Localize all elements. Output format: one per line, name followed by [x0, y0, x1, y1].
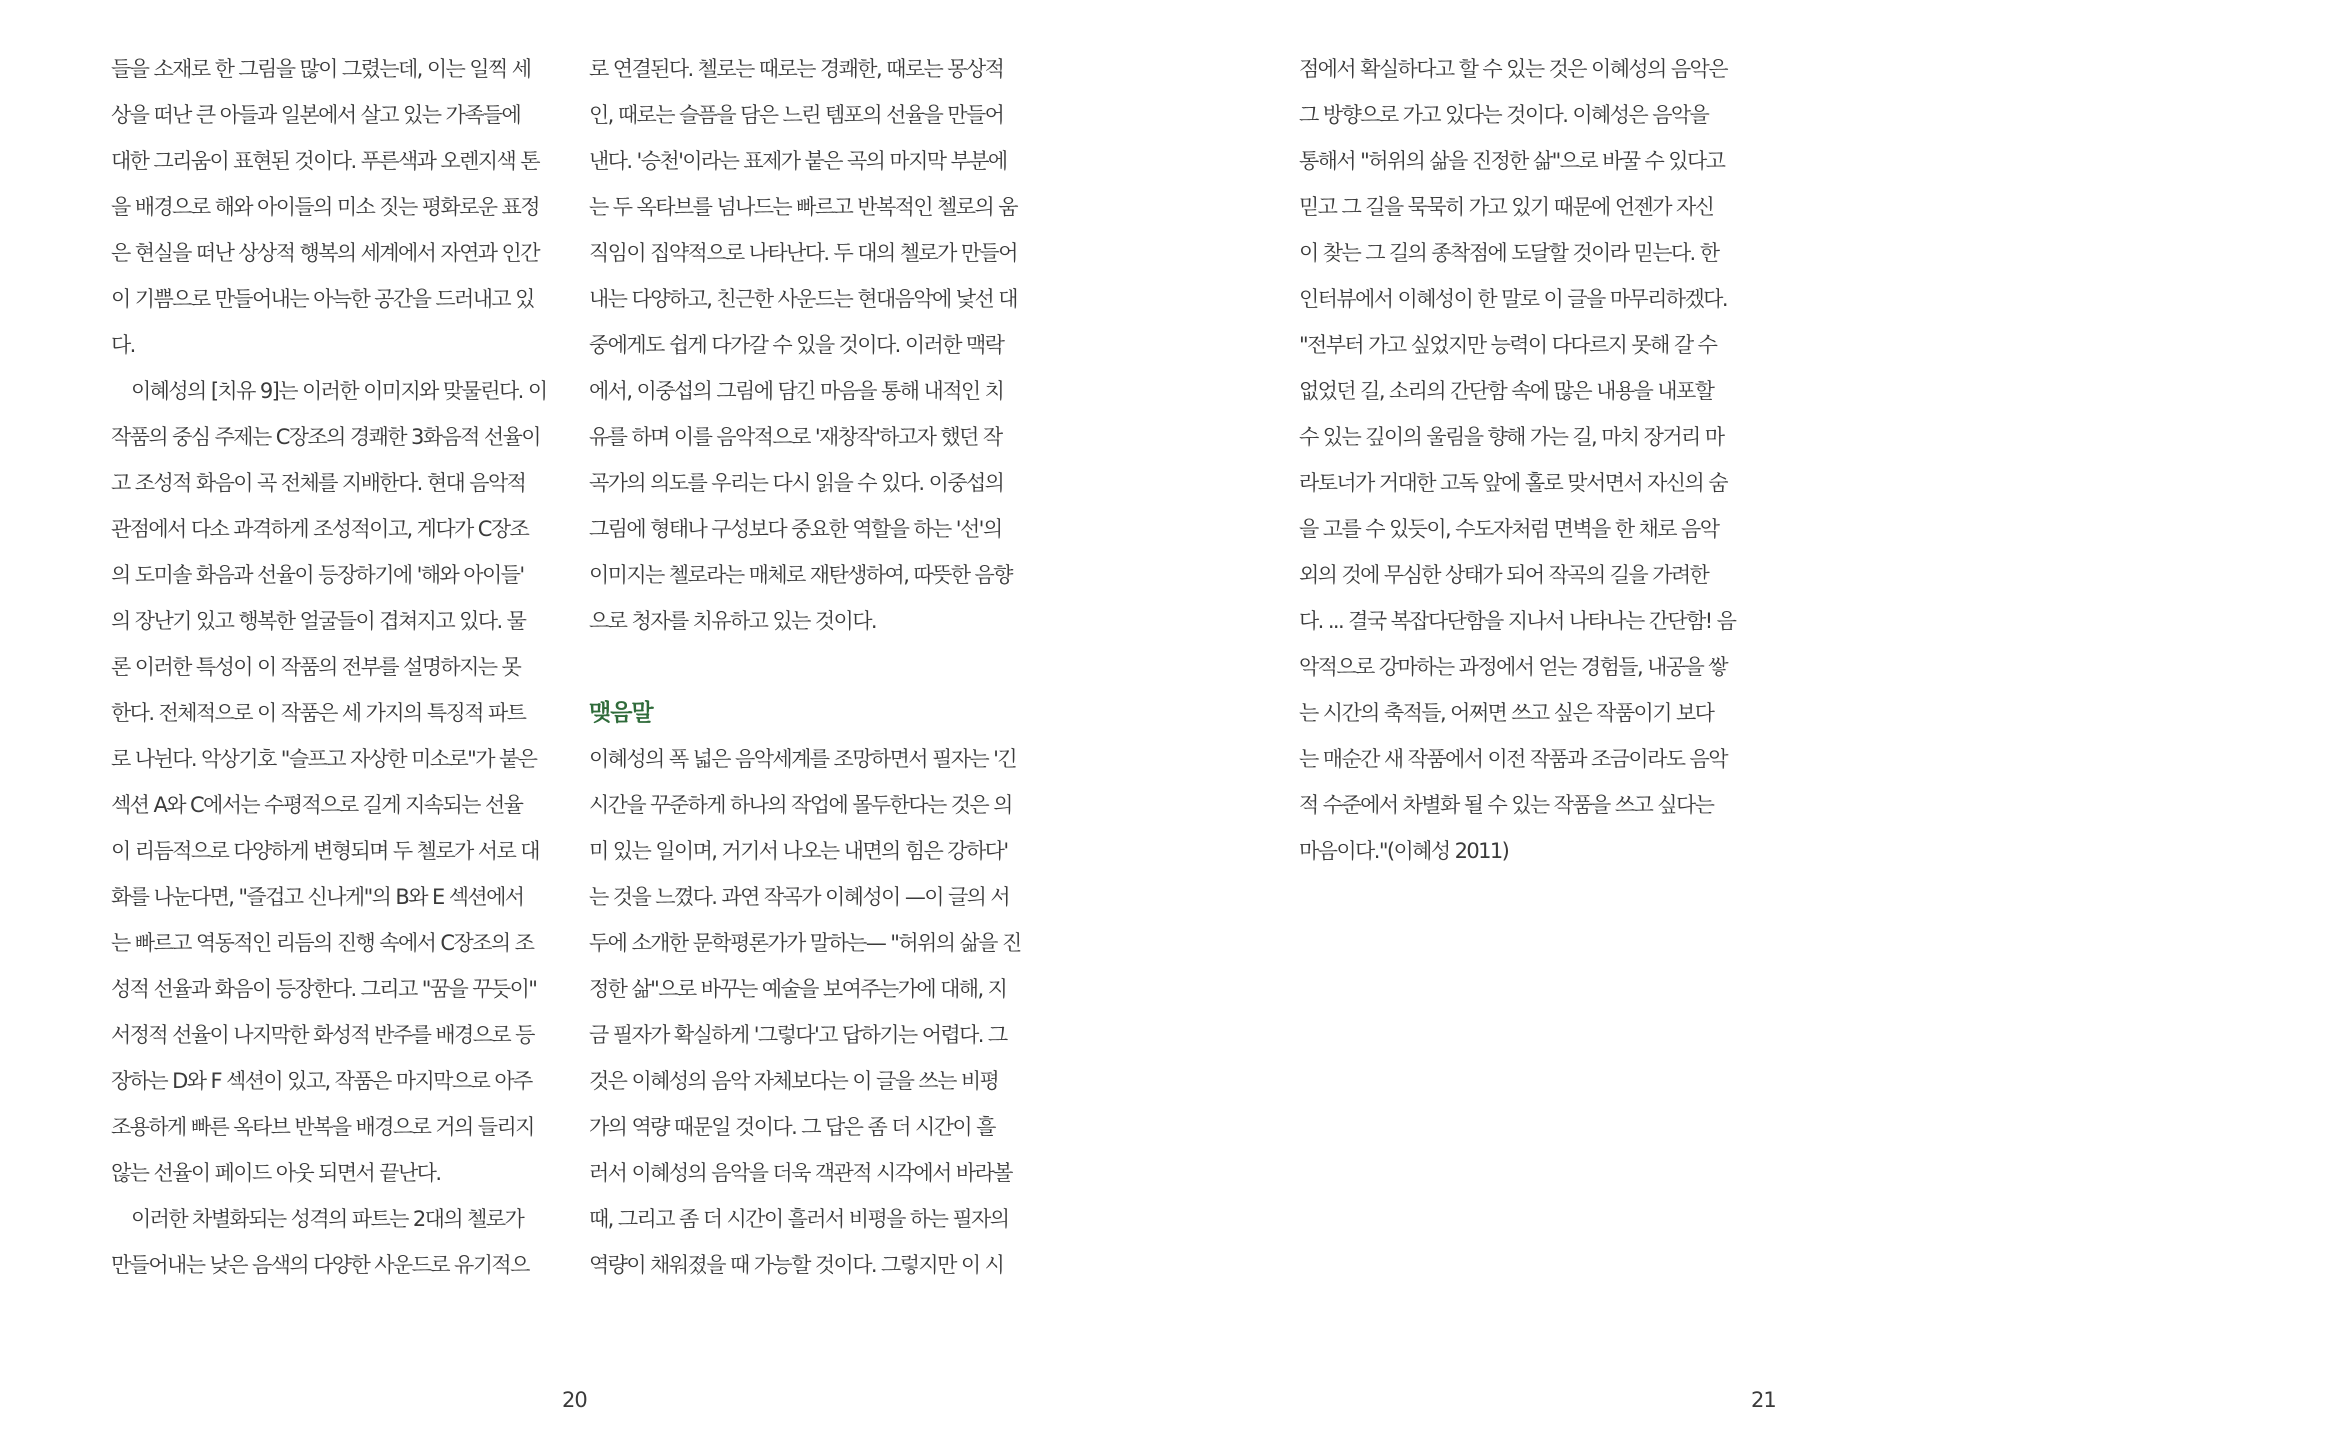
- text-line: 이혜성의 [치유 9]는 이러한 이미지와 맞물린다. 이: [131, 379, 547, 403]
- text-line: 장하는 D와 F 섹션이 있고, 작품은 마지막으로 아주: [111, 1069, 532, 1093]
- text-line: 로 연결된다. 첼로는 때로는 경쾌한, 때로는 몽상적: [589, 57, 1004, 81]
- text-line: 의 도미솔 화음과 선율이 등장하기에 '해와 아이들': [111, 563, 524, 587]
- text-line: 이미지는 첼로라는 매체로 재탄생하여, 따뜻한 음향: [589, 563, 1012, 587]
- text-line: 상을 떠난 큰 아들과 일본에서 살고 있는 가족들에: [111, 103, 521, 127]
- right-page-column: [1299, 46, 1749, 874]
- text-line: 없었던 길, 소리의 간단함 속에 많은 내용을 내포할: [1299, 379, 1714, 403]
- text-line: 들을 소재로 한 그림을 많이 그렸는데, 이는 일찍 세: [111, 57, 531, 81]
- text-line: 때, 그리고 좀 더 시간이 흘러서 비평을 하는 필자의: [589, 1207, 1009, 1231]
- text-line: 을 배경으로 해와 아이들의 미소 짓는 평화로운 표정: [111, 195, 539, 219]
- text-line: 직임이 집약적으로 나타난다. 두 대의 첼로가 만들어: [589, 241, 1017, 265]
- text-line: 는 매순간 새 작품에서 이전 작품과 조금이라도 음악: [1299, 747, 1727, 771]
- text-line: 내는 다양하고, 친근한 사운드는 현대음악에 낯선 대: [589, 287, 1017, 311]
- text-line: 론 이러한 특성이 이 작품의 전부를 설명하지는 못: [111, 655, 521, 679]
- text-line: 섹션 A와 C에서는 수평적으로 길게 지속되는 선율: [111, 793, 523, 817]
- text-line: 금 필자가 확실하게 '그렇다'고 답하기는 어렵다. 그: [589, 1023, 1007, 1047]
- text-line: 낸다. '승천'이라는 표제가 붙은 곡의 마지막 부분에: [589, 149, 1007, 173]
- text-line: 가의 역량 때문일 것이다. 그 답은 좀 더 시간이 흘: [589, 1115, 995, 1139]
- text-line: 라토너가 거대한 고독 앞에 홀로 맞서면서 자신의 숨: [1299, 471, 1727, 495]
- text-line: 곡가의 의도를 우리는 다시 읽을 수 있다. 이중섭의: [589, 471, 1004, 495]
- text-line: 것은 이혜성의 음악 자체보다는 이 글을 쓰는 비평: [589, 1069, 999, 1093]
- text-line: 한다. 전체적으로 이 작품은 세 가지의 특징적 파트: [111, 701, 526, 725]
- text-line: 마음이다."(이혜성 2011): [1299, 839, 1509, 863]
- text-line: 는 빠르고 역동적인 리듬의 진행 속에서 C장조의 조: [111, 931, 534, 955]
- left-page-column-2: [589, 46, 1039, 1288]
- text-line: 시간을 꾸준하게 하나의 작업에 몰두한다는 것은 의: [589, 793, 1012, 817]
- text-line: 성적 선율과 화음이 등장한다. 그리고 "꿈을 꾸듯이": [111, 977, 537, 1001]
- text-line: 미 있는 일이며, 거기서 나오는 내면의 힘은 강하다': [589, 839, 1008, 863]
- text-line: 역량이 채워졌을 때 가능할 것이다. 그렇지만 이 시: [589, 1253, 1004, 1277]
- text-line: 적 수준에서 차별화 될 수 있는 작품을 쓰고 싶다는: [1299, 793, 1714, 817]
- text-line: 그림에 형태나 구성보다 중요한 역할을 하는 '선'의: [589, 517, 1002, 541]
- text-line: 않는 선율이 페이드 아웃 되면서 끝난다.: [111, 1161, 441, 1185]
- text-line: 이러한 차별화되는 성격의 파트는 2대의 첼로가: [131, 1207, 524, 1231]
- text-line: 인, 때로는 슬픔을 담은 느린 템포의 선율을 만들어: [589, 103, 1004, 127]
- text-line: 이 기쁨으로 만들어내는 아늑한 공간을 드러내고 있: [111, 287, 534, 311]
- text-line: 이 리듬적으로 다양하게 변형되며 두 첼로가 서로 대: [111, 839, 539, 863]
- text-line: 으로 청자를 치유하고 있는 것이다.: [589, 609, 876, 633]
- text-line: 믿고 그 길을 묵묵히 가고 있기 때문에 언젠가 자신: [1299, 195, 1714, 219]
- text-line: 이혜성의 폭 넓은 음악세계를 조망하면서 필자는 '긴: [589, 747, 1017, 771]
- section-heading: 맺음말: [589, 700, 653, 726]
- page-number-left: 20: [562, 1388, 587, 1412]
- text-line: 정한 삶"으로 바꾸는 예술을 보여주는가에 대해, 지: [589, 977, 1007, 1001]
- text-line: 관점에서 다소 과격하게 조성적이고, 게다가 C장조: [111, 517, 529, 541]
- text-line: 는 시간의 축적들, 어쩌면 쓰고 싶은 작품이기 보다: [1299, 701, 1714, 725]
- text-line: 그 방향으로 가고 있다는 것이다. 이혜성은 음악을: [1299, 103, 1709, 127]
- text-line: 는 두 옥타브를 넘나드는 빠르고 반복적인 첼로의 움: [589, 195, 1017, 219]
- text-line: 두에 소개한 문학평론가가 말하는— "허위의 삶을 진: [589, 931, 1021, 955]
- text-line: 의 장난기 있고 행복한 얼굴들이 겹쳐지고 있다. 물: [111, 609, 526, 633]
- text-line: 작품의 중심 주제는 C장조의 경쾌한 3화음적 선율이: [111, 425, 540, 449]
- text-line: 만들어내는 낮은 음색의 다양한 사운드로 유기적으: [111, 1253, 529, 1277]
- text-line: 러서 이혜성의 음악을 더욱 객관적 시각에서 바라볼: [589, 1161, 1012, 1185]
- text-line: "전부터 가고 싶었지만 능력이 다다르지 못해 갈 수: [1299, 333, 1717, 357]
- text-line: 점에서 확실하다고 할 수 있는 것은 이혜성의 음악은: [1299, 57, 1727, 81]
- text-line: 유를 하며 이를 음악적으로 '재창작'하고자 했던 작: [589, 425, 1002, 449]
- text-line: 이 찾는 그 길의 종착점에 도달할 것이라 믿는다. 한: [1299, 241, 1719, 265]
- text-line: 서정적 선율이 나지막한 화성적 반주를 배경으로 등: [111, 1023, 534, 1047]
- text-line: 인터뷰에서 이혜성이 한 말로 이 글을 마무리하겠다.: [1299, 287, 1727, 311]
- text-line: 통해서 "허위의 삶을 진정한 삶"으로 바꿀 수 있다고: [1299, 149, 1725, 173]
- text-line: 로 나뉜다. 악상기호 "슬프고 자상한 미소로"가 붙은: [111, 747, 537, 771]
- page-number-right: 21: [1751, 1388, 1776, 1412]
- text-line: 중에게도 쉽게 다가갈 수 있을 것이다. 이러한 맥락: [589, 333, 1004, 357]
- text-line: 수 있는 깊이의 울림을 향해 가는 길, 마치 장거리 마: [1299, 425, 1724, 449]
- text-line: 대한 그리움이 표현된 것이다. 푸른색과 오렌지색 톤: [111, 149, 539, 173]
- text-line: 조용하게 빠른 옥타브 반복을 배경으로 거의 들리지: [111, 1115, 534, 1139]
- section-gap: [589, 644, 1039, 690]
- text-line: 다. ... 결국 복잡다단함을 지나서 나타나는 간단함! 음: [1299, 609, 1736, 633]
- text-line: 다.: [111, 333, 135, 357]
- text-line: 외의 것에 무심한 상태가 되어 작곡의 길을 가려한: [1299, 563, 1709, 587]
- text-line: 는 것을 느꼈다. 과연 작곡가 이혜성이 —이 글의 서: [589, 885, 1010, 909]
- left-page-column-1: [111, 46, 561, 1288]
- text-line: 화를 나눈다면, "즐겁고 신나게"의 B와 E 섹션에서: [111, 885, 524, 909]
- text-line: 을 고를 수 있듯이, 수도자처럼 면벽을 한 채로 음악: [1299, 517, 1719, 541]
- text-line: 에서, 이중섭의 그림에 담긴 마음을 통해 내적인 치: [589, 379, 1004, 403]
- text-line: 은 현실을 떠난 상상적 행복의 세계에서 자연과 인간: [111, 241, 539, 265]
- text-line: 고 조성적 화음이 곡 전체를 지배한다. 현대 음악적: [111, 471, 526, 495]
- text-line: 악적으로 강마하는 과정에서 얻는 경험들, 내공을 쌓: [1299, 655, 1727, 679]
